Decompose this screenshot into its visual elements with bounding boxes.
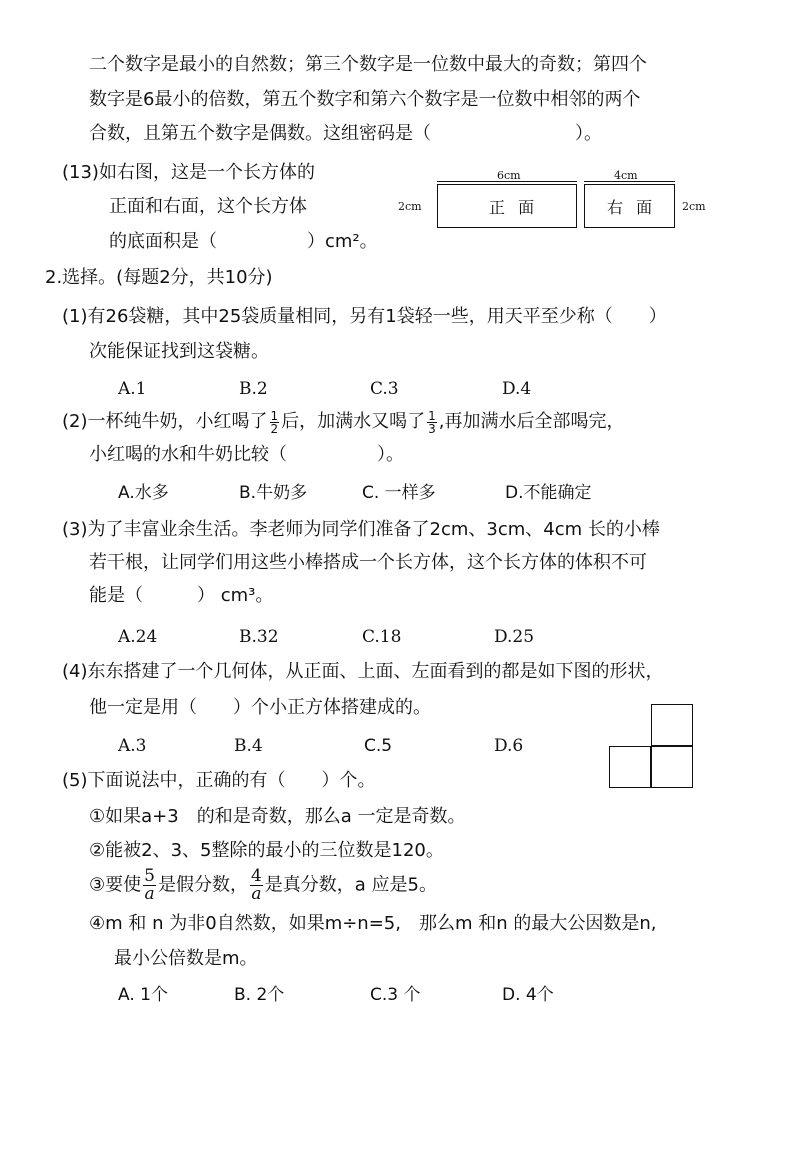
front-width-label: 6cm: [497, 169, 521, 182]
q5-statement-3: [89, 868, 437, 903]
q2-option-a: A.水多: [118, 483, 169, 503]
right-top-dim-line: [584, 181, 675, 182]
q2-option-b: B.牛奶多: [239, 483, 308, 503]
square-bottom-right: [651, 746, 693, 788]
q5-option-b: B. 2个: [234, 985, 285, 1005]
left-height-label: 2cm: [398, 200, 422, 213]
square-top-right: [651, 704, 693, 746]
q1-line-2: 次能保证找到这袋糖。: [89, 341, 269, 362]
front-top-dim-line: [437, 181, 577, 182]
q5-option-a: A. 1个: [118, 985, 168, 1005]
q2-frac2-num: 1: [428, 408, 436, 423]
right-width-label: 4cm: [614, 169, 638, 182]
q4-option-a: A.3: [118, 736, 147, 756]
q13-line-3: 的底面积是（ ）cm²。: [109, 231, 378, 252]
q5-f1-num: 5: [144, 866, 155, 886]
right-height-label: 2cm: [682, 200, 706, 213]
q3-line-2: 若干根，让同学们用这些小棒搭成一个长方体，这个长方体的体积不可: [89, 552, 647, 573]
q2-text-3: ,再加满水后全部喝完，: [438, 411, 625, 432]
q5-statement-1: ①如果a+3 的和是奇数，那么a 一定是奇数。: [89, 806, 466, 827]
q5-statement-4-line-1: ④m 和 n 为非0自然数，如果m÷n=5, 那么m 和n 的最大公因数是n,: [89, 913, 657, 934]
q2-frac2-den: 3: [428, 421, 436, 436]
q13-line-1: (13)如右图，这是一个长方体的: [62, 162, 315, 183]
q3-line-3: 能是（ ） cm³。: [89, 585, 274, 606]
front-face-label: 正 面: [489, 198, 539, 217]
square-bottom-left: [609, 746, 651, 788]
q1-line-1: (1)有26袋糖，其中25袋质量相同，另有1袋轻一些，用天平至少称（ ）: [62, 306, 667, 327]
q1-option-b: B.2: [239, 379, 268, 399]
q5-s3-post: 是真分数，a 应是5。: [264, 874, 438, 896]
q2-fraction-half: [270, 410, 280, 435]
q4-option-c: C.5: [364, 736, 393, 756]
q2-option-d: D.不能确定: [505, 483, 592, 503]
q3-option-a: A.24: [118, 627, 158, 647]
q12-line-3: 合数，且第五个数字是偶数。这组密码是（ ）。: [89, 123, 602, 144]
q1-option-d: D.4: [502, 379, 532, 399]
q5-option-c: C.3 个: [370, 985, 421, 1005]
q5-line-1: (5)下面说法中，正确的有（ ）个。: [62, 770, 376, 791]
q12-line-2: 数字是6最小的倍数，第五个数字和第六个数字是一位数中相邻的两个: [89, 89, 641, 110]
right-face-label: 右 面: [607, 198, 657, 217]
q4-option-d: D.6: [494, 736, 524, 756]
section-2-title: 2.选择。(每题2分，共10分): [45, 267, 273, 288]
q1-option-a: A.1: [118, 379, 147, 399]
q13-line-2: 正面和右面，这个长方体: [109, 196, 307, 217]
q5-s3-mid: 是假分数，: [157, 874, 248, 896]
q2-line-1: [62, 408, 625, 436]
q3-line-1: (3)为了丰富业余生活。李老师为同学们准备了2cm、3cm、4cm 长的小棒: [62, 519, 660, 540]
q5-s3-pre: ③要使: [89, 874, 142, 896]
q5-statement-2: ②能被2、3、5整除的最小的三位数是120。: [89, 840, 444, 861]
q2-frac1-num: 1: [270, 408, 279, 423]
q2-option-c: C. 一样多: [362, 483, 436, 503]
q1-option-c: C.3: [370, 379, 399, 399]
q2-text-1: (2)一杯纯牛奶，小红喝了: [62, 411, 268, 432]
q12-line-1: 二个数字是最小的自然数；第三个数字是一位数中最大的奇数；第四个: [89, 54, 647, 75]
q5-f2-den: a: [251, 884, 262, 904]
q4-line-1: (4)东东搭建了一个几何体，从正面、上面、左面看到的都是如下图的形状，: [62, 661, 664, 682]
q5-statement-4-line-2: 最小公倍数是m。: [114, 948, 258, 969]
q5-fraction-5-over-a: [143, 868, 156, 903]
q3-option-c: C.18: [362, 627, 402, 647]
q2-line-2: 小红喝的水和牛奶比较（ ）。: [89, 444, 404, 465]
q5-f1-den: a: [144, 884, 155, 904]
q5-f2-num: 4: [250, 866, 262, 886]
q3-option-d: D.25: [494, 627, 535, 647]
q2-frac1-den: 2: [270, 421, 279, 436]
q3-option-b: B.32: [239, 627, 279, 647]
q2-text-2: 后，加满水又喝了: [281, 411, 426, 432]
q5-option-d: D. 4个: [502, 985, 554, 1005]
q4-line-2: 他一定是用（ ）个小正方体搭建成的。: [89, 697, 431, 718]
q2-fraction-third: [427, 410, 437, 435]
q4-option-b: B.4: [234, 736, 263, 756]
q5-fraction-4-over-a: [250, 868, 263, 903]
